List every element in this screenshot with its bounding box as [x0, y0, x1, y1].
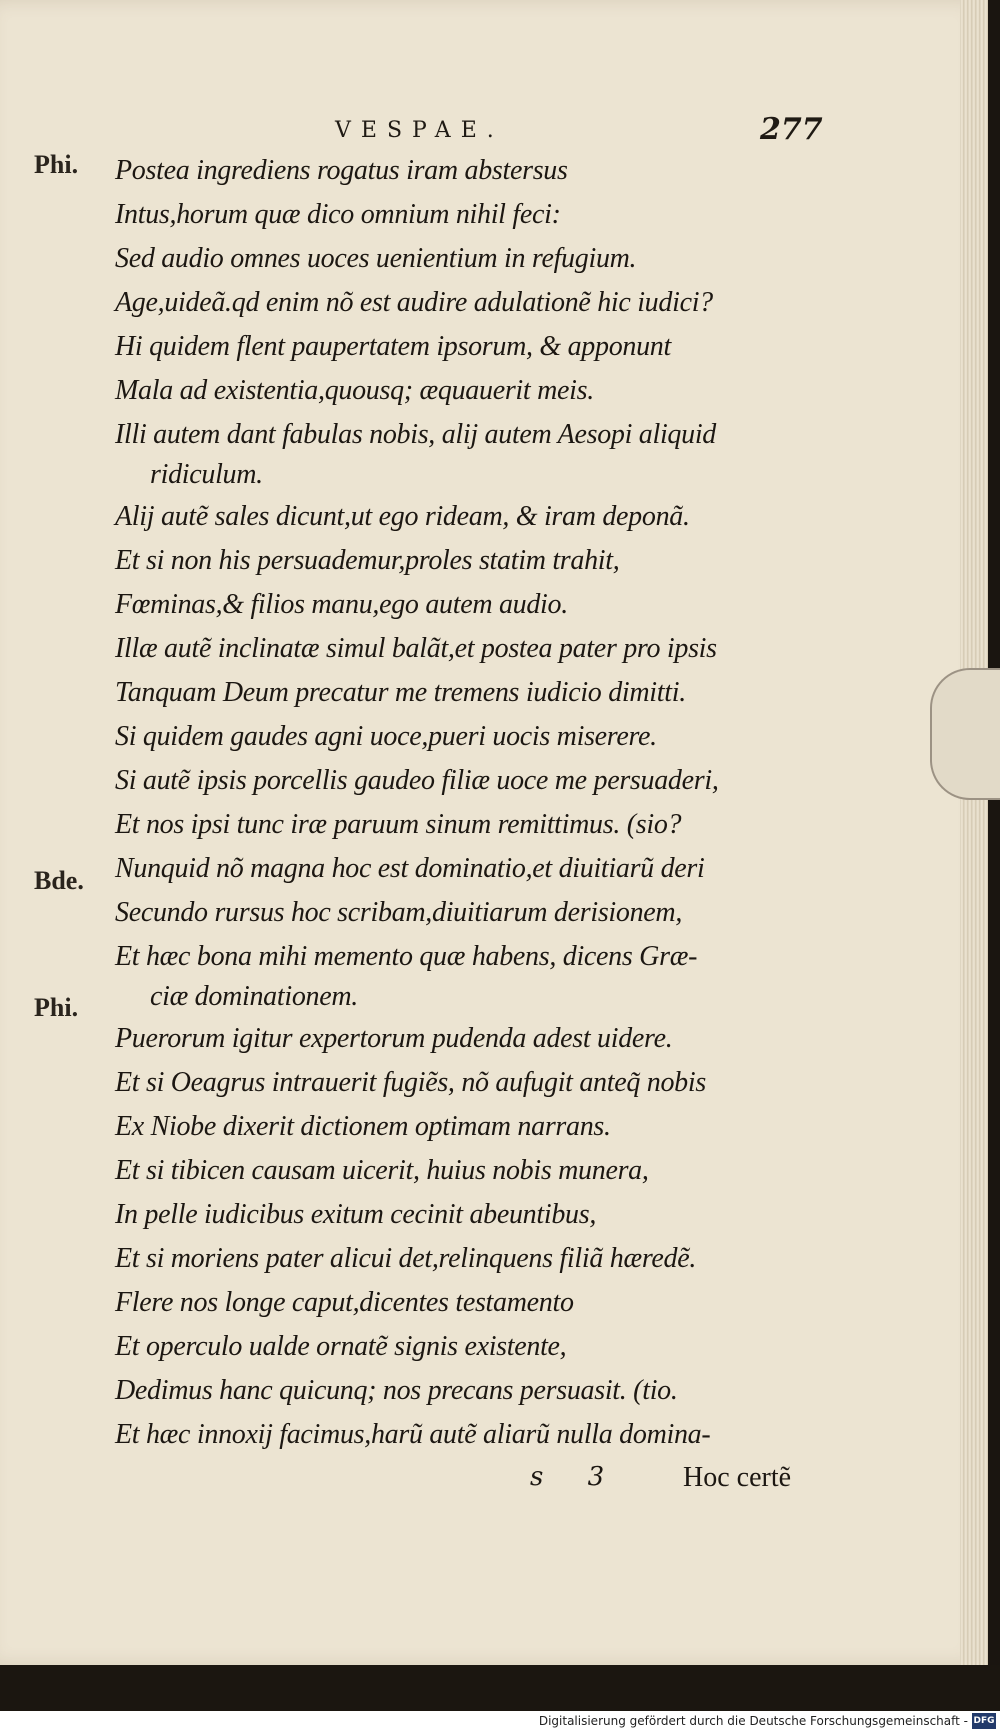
signature-mark: s 3 — [530, 1462, 623, 1492]
catchword: Hoc certẽ — [683, 1462, 792, 1493]
text-line: Illi autem dant fabulas nobis, alij autem Aesopi aliquid — [115, 419, 717, 450]
text-line: Si autẽ ipsis porcellis gaudeo filiæ uoce me persuaderi, — [115, 765, 719, 796]
text-line: Tanquam Deum precatur me tremens iudicio dimitti. — [115, 677, 686, 708]
text-line: ridiculum. — [150, 459, 263, 490]
text-line: Age,uideã.qd enim nõ est audire adulationẽ hic iudici? — [115, 287, 713, 318]
text-line: Dedimus hanc quicunq; nos precans persuasit. (tio. — [115, 1375, 678, 1406]
speaker-label: Bde. — [34, 866, 84, 895]
dfg-logo-icon: DFG — [972, 1713, 996, 1729]
text-line: Et nos ipsi tunc iræ paruum sinum remittimus. (sio? — [115, 809, 682, 840]
text-line: Et hæc bona mihi memento quæ habens, dicens Græ- — [115, 941, 698, 972]
funding-credit: Digitalisierung gefördert durch die Deutsche Forschungsgemeinschaft - — [538, 1714, 968, 1728]
text-line: Fœminas,& filios manu,ego autem audio. — [115, 589, 568, 620]
page-clip — [930, 668, 1000, 800]
text-line: Mala ad existentia,quousq; æquauerit meis. — [115, 375, 594, 406]
text-line: Et si non his persuademur,proles statim trahit, — [115, 545, 620, 576]
text-line: Et hæc innoxij facimus,harũ autẽ aliarũ nulla domina- — [115, 1419, 711, 1450]
running-head: VESPAE. — [335, 118, 504, 143]
page-edge — [960, 0, 988, 1665]
text-line: Nunquid nõ magna hoc est dominatio,et diuitiarũ deri — [115, 853, 705, 884]
folio-number: 277 — [760, 112, 823, 147]
text-line: ciæ dominationem. — [150, 981, 358, 1012]
text-line: Et operculo ualde ornatẽ signis existente, — [115, 1331, 567, 1362]
text-line: Si quidem gaudes agni uoce,pueri uocis miserere. — [115, 721, 657, 752]
text-line: Secundo rursus hoc scribam,diuitiarum derisionem, — [115, 897, 683, 928]
text-line: Sed audio omnes uoces uenientium in refugium. — [115, 243, 637, 274]
text-line: Hi quidem flent paupertatem ipsorum, & apponunt — [115, 331, 671, 362]
text-line: In pelle iudicibus exitum cecinit abeuntibus, — [115, 1199, 597, 1230]
text-line: Flere nos longe caput,dicentes testamento — [115, 1287, 574, 1318]
scan-background — [0, 1665, 1000, 1711]
text-line: Illæ autẽ inclinatæ simul balãt,et postea pater pro ipsis — [115, 633, 717, 664]
text-line: Intus,horum quæ dico omnium nihil feci: — [115, 199, 561, 230]
speaker-label: Phi. — [34, 993, 79, 1022]
text-line: Et si Oeagrus intrauerit fugiẽs, nõ aufugit anteq̃ nobis — [115, 1067, 706, 1098]
text-line: Alij autẽ sales dicunt,ut ego rideam, & iram deponã. — [115, 501, 690, 532]
speaker-label: Phi. — [34, 150, 79, 179]
text-line: Et si tibicen causam uicerit, huius nobis munera, — [115, 1155, 649, 1186]
text-line: Postea ingrediens rogatus iram abstersus — [115, 155, 568, 186]
text-line: Et si moriens pater alicui det,relinquens filiã hæredẽ. — [115, 1243, 697, 1274]
text-line: Ex Niobe dixerit dictionem optimam narrans. — [115, 1111, 611, 1142]
text-line: Puerorum igitur expertorum pudenda adest uidere. — [115, 1023, 673, 1054]
